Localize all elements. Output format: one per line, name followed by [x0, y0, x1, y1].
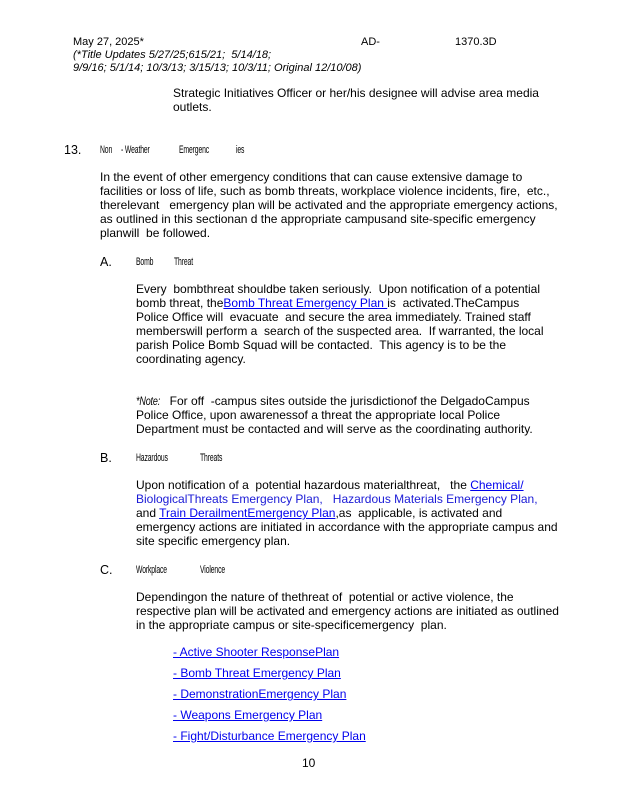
text-line: respective plan will be activated and emergency actions are initiated as outlined: [136, 604, 559, 618]
weapons-plan-link[interactable]: - Weapons Emergency Plan: [173, 708, 323, 722]
section-title-part: - Weather: [121, 144, 150, 156]
subsection-title-part: Hazardous: [136, 452, 168, 464]
subsection-title-part: Threat: [174, 256, 193, 268]
text-line: memberswill perform a search of the suspected area. If warranted, the local: [136, 324, 544, 338]
text-fragment: and: [136, 506, 160, 520]
text-line: In the event of other emergency conditions that can cause extensive damage to: [100, 170, 523, 184]
biological-threats-plan-link[interactable]: BiologicalThreats Emergency Plan,: [136, 492, 323, 506]
active-shooter-plan-link[interactable]: - Active Shooter ResponsePlan: [173, 645, 340, 659]
header-updates-line1: (*Title Updates 5/27/25;615/21; 5/14/18;: [73, 49, 272, 61]
section-title-part: ies: [236, 144, 245, 156]
subsection-title-part: Threats: [200, 452, 223, 464]
text-line: as outlined in this sectionan d the appropriate campusand site-specific emergency: [100, 212, 536, 226]
text-fragment: ,as applicable, is activated and: [335, 506, 503, 520]
text-line: therelevant emergency plan will be activated and the appropriate emergency actions,: [100, 198, 558, 212]
text-line: parish Police Bomb Squad will be contacted. This agency is to be the: [136, 338, 506, 352]
text-line: [136, 478, 524, 493]
text-fragment: Upon notification of a potential hazardous materialthreat, the: [136, 478, 471, 492]
bomb-threat-plan-link[interactable]: Bomb Threat Emergency Plan: [223, 296, 388, 310]
text-line: site specific emergency plan.: [136, 534, 291, 548]
text-line: [136, 394, 530, 409]
hazardous-materials-plan-link[interactable]: Hazardous Materials Emergency Plan,: [332, 492, 538, 506]
note-label: *Note:: [136, 394, 161, 408]
section-title-part: Non: [100, 144, 113, 156]
subsection-title-part: Workplace: [136, 564, 167, 576]
fight-disturbance-plan-link[interactable]: - Fight/Disturbance Emergency Plan: [173, 729, 366, 743]
header-date: May 27, 2025*: [73, 36, 144, 48]
text-line: [136, 492, 538, 507]
header-ad-label: AD-: [361, 36, 380, 48]
header-updates-line2: 9/9/16; 5/1/14; 10/3/13; 3/15/13; 10/3/11; Original 12/10/08): [73, 62, 362, 74]
text-line: [136, 296, 519, 311]
text-line: Strategic Initiatives Officer or her/his designee will advise area media: [173, 86, 539, 100]
header-doc-number: 1370.3D: [455, 36, 497, 48]
page-number: 10: [302, 756, 316, 770]
text-line: Police Office will evacuate and secure the area immediately. Trained staff: [136, 310, 531, 324]
text-line: emergency actions are initiated in accordance with the appropriate campus and: [136, 520, 558, 534]
text-line: facilities or loss of life, such as bomb threats, workplace violence incidents, fire, etc.,: [100, 184, 550, 198]
text-line: Department must be contacted and will serve as the coordinating authority.: [136, 422, 533, 436]
bomb-threat-plan-link[interactable]: - Bomb Threat Emergency Plan: [173, 666, 341, 680]
text-line: Police Office, upon awarenessof a threat the appropriate local Police: [136, 408, 500, 422]
subsection-letter: B.: [100, 451, 112, 465]
text-line: in the appropriate campus or site-specificemergency plan.: [136, 618, 447, 632]
text-line: coordinating agency.: [136, 352, 246, 366]
text-fragment: bomb threat, the: [136, 296, 224, 310]
text-line: Every bombthreat shouldbe taken seriously. Upon notification of a potential: [136, 282, 541, 296]
subsection-title-part: Violence: [200, 564, 226, 576]
text-fragment: For off -campus sites outside the jurisdictionof the DelgadoCampus: [163, 394, 530, 408]
subsection-letter: C.: [100, 563, 113, 577]
section-number: 13.: [64, 143, 82, 157]
section-title-part: Emergenc: [179, 144, 210, 156]
text-line: planwill be followed.: [100, 226, 211, 240]
train-derailment-plan-link[interactable]: Train DerailmentEmergency Plan: [159, 506, 336, 520]
text-line: [136, 506, 502, 521]
text-line: outlets.: [173, 100, 212, 114]
demonstration-plan-link[interactable]: - DemonstrationEmergency Plan: [173, 687, 347, 701]
subsection-title-part: Bomb: [136, 256, 154, 268]
text-fragment: is activated.TheCampus: [387, 296, 520, 310]
chemical-plan-link[interactable]: Chemical/: [470, 478, 524, 492]
text-line: Dependingon the nature of thethreat of potential or active violence, the: [136, 590, 514, 604]
subsection-letter: A.: [100, 255, 112, 269]
